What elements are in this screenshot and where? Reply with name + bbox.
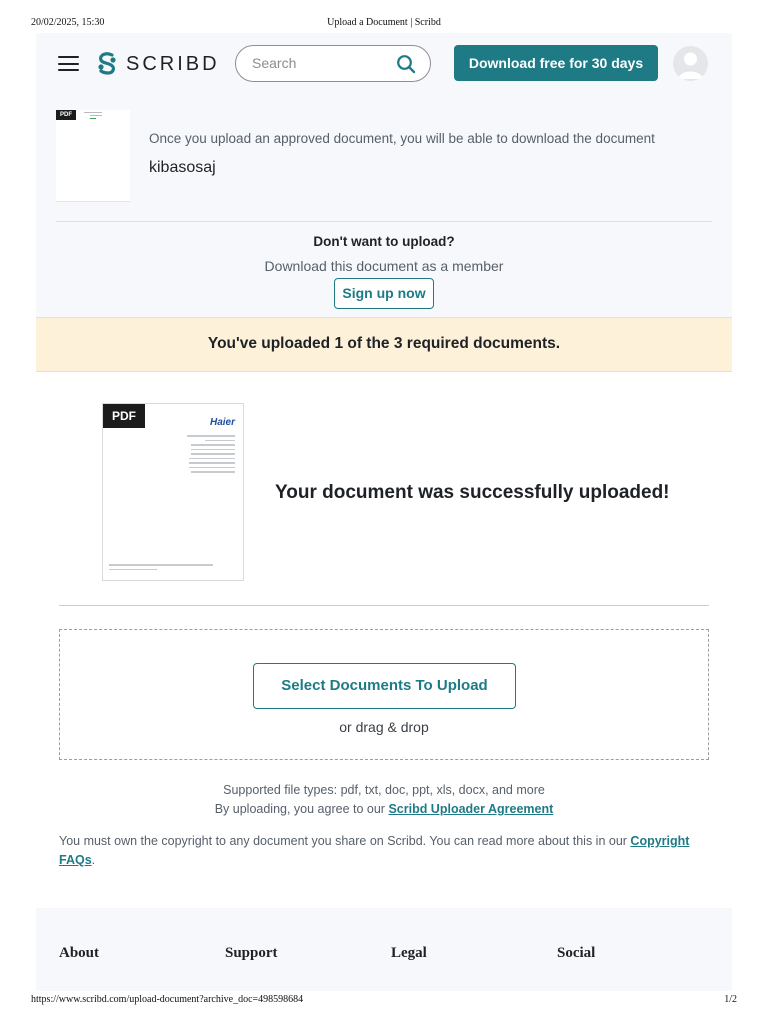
- upload-progress-text: You've uploaded 1 of the 3 required documents.: [207, 335, 561, 352]
- print-page-title: Upload a Document | Scribd: [327, 17, 441, 28]
- document-preview-footer: [109, 564, 219, 573]
- footer-about-heading[interactable]: About: [59, 945, 100, 961]
- upload-to-download-panel: [36, 95, 732, 317]
- copyright-end: .: [91, 853, 96, 867]
- footer-legal-heading[interactable]: Legal: [391, 945, 427, 961]
- print-page-number: 1/2: [724, 994, 737, 1005]
- logo-wordmark: SCRIBD: [126, 52, 220, 75]
- uploaded-document-thumbnail: [102, 403, 244, 581]
- page: [36, 33, 732, 991]
- search-input[interactable]: [235, 45, 431, 82]
- upload-success-message: Your document was successfully uploaded!: [275, 482, 670, 503]
- divider: [59, 605, 709, 606]
- upload-info-text: Once you upload an approved document, you will be able to download the document: [149, 131, 655, 146]
- file-dropzone[interactable]: [59, 629, 709, 760]
- supported-types-text: Supported file types: pdf, txt, doc, ppt, xls, docx, and more: [223, 783, 545, 797]
- print-header: [0, 17, 768, 31]
- document-username: kibasosaj: [149, 159, 216, 176]
- sign-up-button[interactable]: Sign up now: [334, 278, 434, 309]
- copyright-notice: [59, 832, 709, 870]
- document-brand-logo: Haier: [209, 417, 235, 428]
- print-datetime: 20/02/2025, 15:30: [31, 17, 105, 28]
- upload-progress-banner: [36, 317, 732, 372]
- download-free-button[interactable]: Download free for 30 days: [454, 45, 658, 81]
- avatar-icon[interactable]: [673, 46, 708, 81]
- uploader-agreement-link[interactable]: Scribd Uploader Agreement: [388, 802, 554, 816]
- copyright-faqs-link[interactable]: Copyright FAQs: [59, 834, 690, 867]
- site-footer: [36, 908, 732, 991]
- uploader-agreement-text: [36, 802, 732, 816]
- top-header: [36, 33, 732, 95]
- document-preview-lines: [185, 435, 235, 476]
- search-icon[interactable]: [396, 54, 416, 74]
- pdf-badge: PDF: [56, 110, 76, 120]
- document-thumbnail-small: [56, 110, 130, 202]
- divider: [56, 221, 712, 222]
- select-documents-button[interactable]: Select Documents To Upload: [253, 663, 516, 709]
- pdf-badge: PDF: [103, 404, 145, 428]
- agreement-prefix: By uploading, you agree to our: [214, 802, 389, 816]
- search-placeholder: Search: [252, 55, 297, 71]
- footer-social-heading[interactable]: Social: [557, 945, 596, 961]
- drag-drop-text: or drag & drop: [339, 719, 429, 735]
- footer-support-heading[interactable]: Support: [225, 945, 278, 961]
- print-url: https://www.scribd.com/upload-document?archive_doc=498598684: [31, 994, 304, 1005]
- menu-icon[interactable]: [58, 56, 79, 71]
- scribd-logo[interactable]: [96, 50, 220, 78]
- member-download-text: Download this document as a member: [264, 258, 504, 274]
- no-upload-heading: Don't want to upload?: [313, 234, 455, 249]
- print-footer: [0, 994, 768, 1008]
- copyright-text: You must own the copyright to any document you share on Scribd. You can read more about this in our: [59, 834, 631, 848]
- thumbnail-preview-lines: [84, 112, 102, 120]
- scribd-logo-icon: [96, 51, 118, 77]
